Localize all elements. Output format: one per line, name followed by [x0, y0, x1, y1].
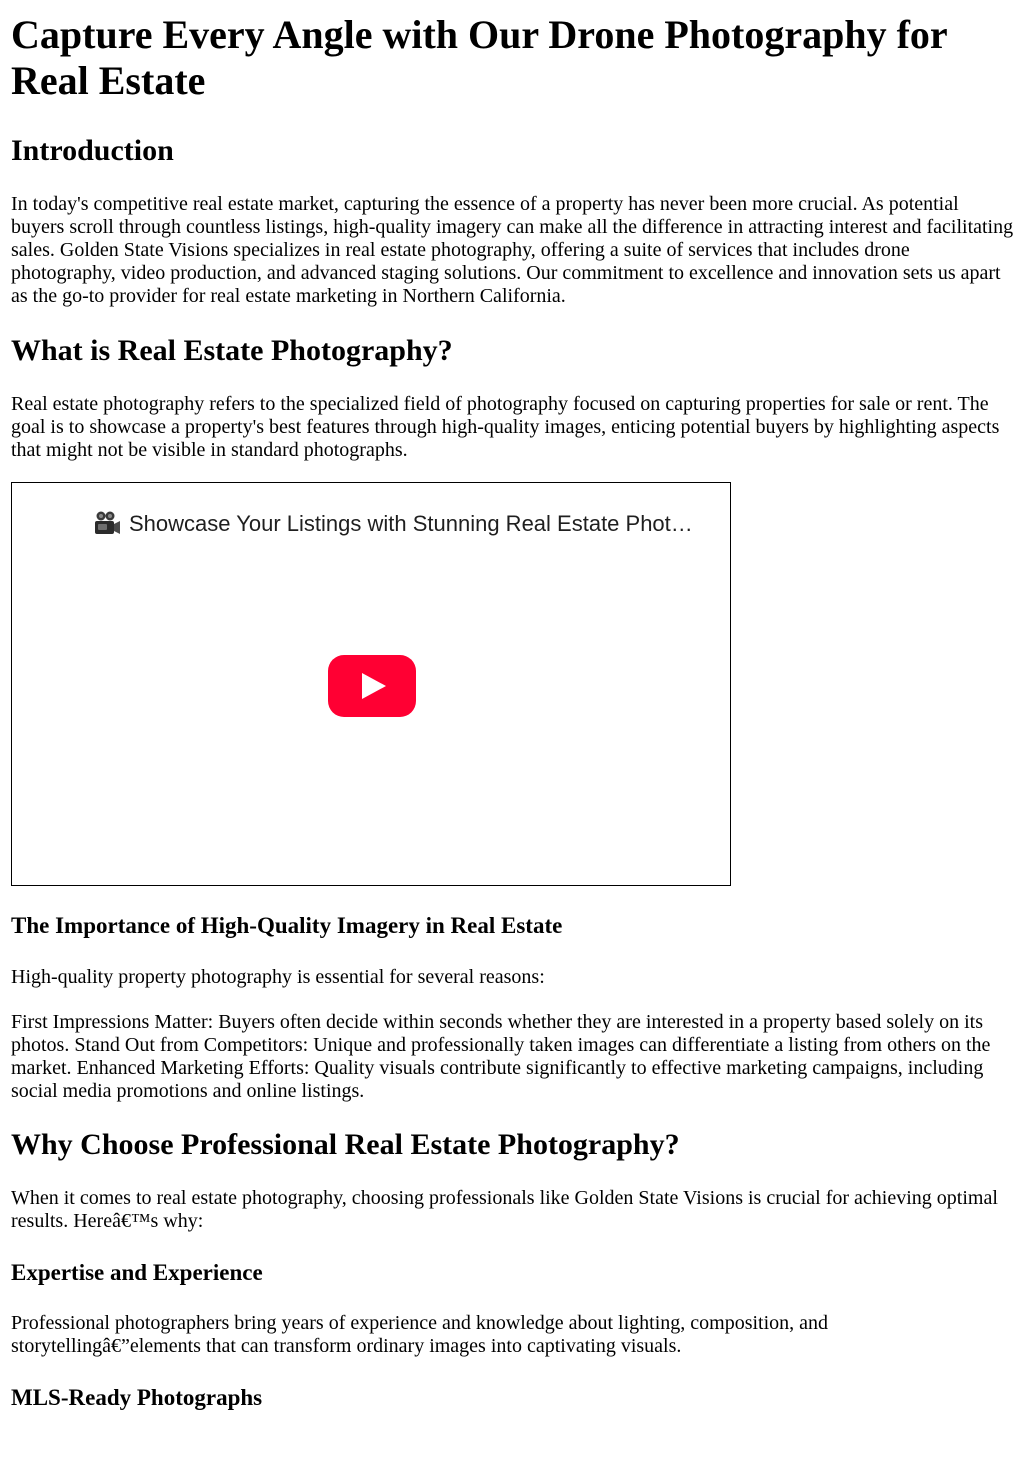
- paragraph-why-choose-professional: When it comes to real estate photography, choosing professionals like Golden State Visions is crucial for achieving optimal results. Hereâ€™s why:: [11, 1187, 998, 1232]
- heading-introduction: Introduction: [11, 134, 174, 167]
- page-title: Capture Every Angle with Our Drone Photography for Real Estate: [11, 12, 947, 103]
- paragraph-expertise-and-experience: Professional photographers bring years of experience and knowledge about lighting, composition, and storytellingâ€”elements that can transform ordinary images into captivating visuals.: [11, 1312, 829, 1357]
- paragraph-importance-reasons: First Impressions Matter: Buyers often decide within seconds whether they are interested in a property based solely on its photos. Stand Out from Competitors: Unique and professionally taken images can differentiate a listing from others on the market. Enhanced Marketing Efforts: Quality visuals contribute significantly to effective marketing campaigns, including social media promotions and online listings.: [11, 1011, 991, 1102]
- heading-expertise-and-experience: Expertise and Experience: [11, 1260, 263, 1285]
- paragraph-importance-lead: High-quality property photography is essential for several reasons:: [11, 966, 545, 988]
- paragraph-what-is-real-estate-photography: Real estate photography refers to the specialized field of photography focused on capturing properties for sale or rent. The goal is to showcase a property's best features through high-quality images, enticing potential buyers by highlighting aspects that might not be visible in standard photographs.: [11, 393, 1000, 461]
- play-button[interactable]: [328, 655, 416, 717]
- movie-camera-icon: [92, 509, 122, 539]
- video-embed[interactable]: [11, 482, 731, 886]
- heading-mls-ready-photographs: MLS-Ready Photographs: [11, 1385, 263, 1410]
- article: [0, 12, 1024, 1412]
- video-title-row[interactable]: [92, 509, 693, 539]
- heading-importance: The Importance of High-Quality Imagery in Real Estate: [11, 913, 563, 938]
- heading-what-is-real-estate-photography: What is Real Estate Photography?: [11, 334, 453, 367]
- video-title[interactable]: Showcase Your Listings with Stunning Real Estate Phot…: [129, 511, 693, 536]
- heading-why-choose-professional: Why Choose Professional Real Estate Photography?: [11, 1128, 680, 1161]
- play-icon[interactable]: [328, 655, 416, 717]
- paragraph-introduction: In today's competitive real estate market, capturing the essence of a property has never been more crucial. As potential buyers scroll through countless listings, high-quality imagery can make all the difference in attracting interest and facilitating sales. Golden State Visions specializes in real estate photography, offering a suite of services that includes drone photography, video production, and advanced staging solutions. Our commitment to excellence and innovation sets us apart as the go-to provider for real estate marketing in Northern California.: [11, 193, 1014, 307]
